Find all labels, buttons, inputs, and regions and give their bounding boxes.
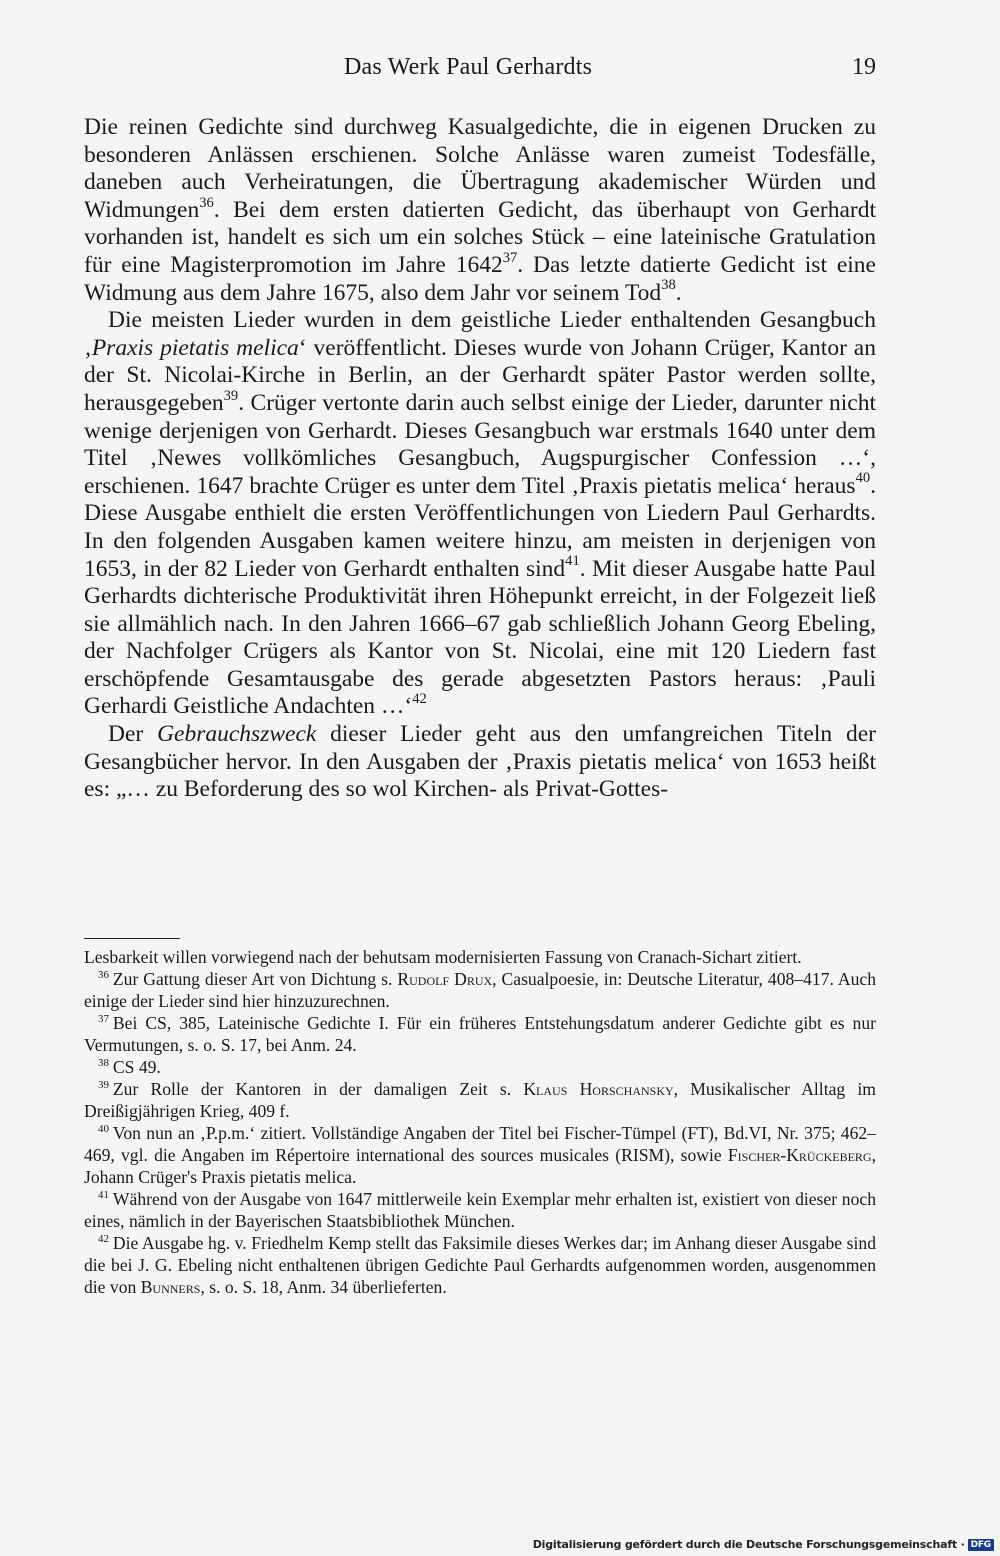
footnote-41 [84, 1188, 876, 1232]
footnote-37 [84, 1012, 876, 1056]
footnote-ref: 40 [855, 470, 871, 487]
text-run: . Crüger vertonte darin auch selbst einige der Lieder, darunter nicht wenige derjenigen von Gerhardt. Dieses Gesangbuch war erstmals 1640 unter dem Titel ‚Newes vollkömliches Gesangbuch, Augspurgischer Confession …‘, erschienen. 1647 brachte Crüger es unter dem Titel ‚Praxis pietatis melica‘ heraus [84, 389, 876, 499]
text-run: Die Ausgabe hg. v. Friedhelm Kemp stellt das Faksimile dieses Werkes dar; im Anhang dieser Ausgabe sind die bei J. G. Ebeling nicht enthaltenen übrigen Gedichte Paul Gerhardts aufgenommen worden, ausgenommen die von [84, 1233, 876, 1297]
italic-title: Praxis pietatis melica [91, 334, 299, 361]
text-run: , Johann Crüger's Praxis pietatis melica. [84, 1145, 876, 1187]
footnote-ref: 39 [223, 387, 239, 404]
footnote-number: 42 [98, 1233, 109, 1246]
footnote-number: 38 [98, 1057, 109, 1070]
paragraph-1 [84, 114, 876, 307]
footnote-36 [84, 968, 876, 1012]
footnote-42 [84, 1232, 876, 1298]
text-run: CS 49. [112, 1057, 161, 1077]
footnote-38 [84, 1056, 876, 1078]
text-run: Die meisten Lieder wurden in dem geistliche Lieder enthaltenden Gesangbuch ‚ [84, 307, 876, 361]
text-run: Die reinen Gedichte sind durchweg Kasualgedichte, die in eigenen Drucken zu besonderen Anlässen erschienen. Solche Anlässe waren zumeist Todesfälle, daneben auch Verheiratungen, die Übertragung akademischer Würden und Widmungen [84, 114, 876, 223]
text-run: Bei CS, 385, Lateinische Gedichte I. Für ein früheres Entstehungsdatum anderer Gedichte gibt es nur Vermutungen, s. o. S. 17, bei Anm. 24. [84, 1013, 876, 1055]
text-run: . [675, 279, 682, 306]
sponsor-text: Digitalisierung gefördert durch die Deutsche Forschungsgemeinschaft · [532, 1538, 965, 1551]
text-run: . Bei dem ersten datierten Gedicht, das überhaupt von Gerhardt vorhanden ist, handelt es sich um ein solches Stück – eine lateinische Gratulation für eine Magisterpromotion im Jahre 1642 [84, 196, 876, 278]
text-run: . Das letzte datierte Gedicht ist eine Widmung aus dem Jahre 1675, also dem Jahr vor seinem Tod [84, 251, 876, 306]
sponsor-notice [533, 1538, 994, 1551]
footnote-number: 37 [98, 1013, 109, 1026]
text-run: dieser Lieder geht aus den umfangreichen Titeln der Gesangbücher hervor. In den Ausgaben der ‚Praxis pietatis melica‘ von 1653 heißt es: „… zu Beforderung des so wol Kirchen- als Privat-Gottes- [84, 721, 876, 803]
footnotes [84, 946, 876, 1298]
author-name: Bunners [140, 1277, 201, 1297]
footnote-ref: 36 [199, 194, 214, 211]
page-number: 19 [852, 54, 876, 80]
text-run: , s. o. S. 18, Anm. 34 überlieferten. [200, 1277, 447, 1297]
footnote-ref: 41 [565, 553, 580, 570]
text-run: Während von der Ausgabe von 1647 mittlerweile kein Exemplar mehr erhalten ist, existiert von dieser noch eines, nämlich in der Bayerischen Staatsbibliothek München. [84, 1189, 876, 1231]
footnote-40 [84, 1122, 876, 1188]
footnote-number: 39 [98, 1079, 109, 1092]
footnote-39 [84, 1078, 876, 1122]
main-text [84, 114, 876, 804]
text-run: . Diese Ausgabe enthielt die ersten Veröffentlichungen von Liedern Paul Gerhardts. In den folgenden Ausgaben kamen weitere hinzu, am meisten in derjenigen von 1653, in der 82 Lieder von Gerhardt enthalten sind [84, 472, 876, 582]
footnote-ref: 37 [502, 249, 518, 266]
footnote-ref: 42 [412, 691, 427, 708]
paragraph-3 [84, 721, 876, 804]
dfg-logo: DFG [968, 1539, 994, 1551]
author-name: Rudolf Drux [397, 969, 493, 989]
page-header [84, 54, 876, 88]
author-name: Fischer-Krückeberg [727, 1145, 872, 1165]
text-run: Von nun an ‚P.p.m.‘ zitiert. Vollständige Angaben der Titel bei Fischer-Tümpel (FT), Bd.VI, Nr. 375; 462–469, vgl. die Angaben im Répertoire international des sources musicales (RISM), sowie [84, 1123, 876, 1165]
text-run: , Musikalischer Alltag im Dreißigjährigen Krieg, 409 f. [84, 1079, 876, 1121]
footnote-number: 40 [98, 1123, 109, 1136]
footnote-continuation: Lesbarkeit willen vorwiegend nach der behutsam modernisierten Fassung von Cranach-Sichart zitiert. [84, 947, 802, 967]
italic-term: Gebrauchszweck [157, 721, 317, 748]
footnote-ref: 38 [661, 277, 676, 294]
text-run: Zur Rolle der Kantoren in der damaligen Zeit s. [112, 1079, 524, 1099]
footnote-number: 36 [98, 969, 109, 982]
text-run: ‘ veröffentlicht. Dieses wurde von Johann Crüger, Kantor an der St. Nicolai-Kirche in Berlin, an der Gerhardt später Pastor werden sollte, herausgegeben [84, 334, 876, 416]
text-run: Zur Gattung dieser Art von Dichtung s. [112, 969, 398, 989]
footnote-number: 41 [98, 1189, 109, 1202]
author-name: Klaus Horschansky [523, 1079, 674, 1099]
footnote-divider [84, 938, 180, 939]
text-run: . Mit dieser Ausgabe hatte Paul Gerhardts dichterische Produktivität ihren Höhepunkt erreicht, in der Folgezeit ließ sie allmählich nach. In den Jahren 1666–67 gab schließlich Johann Georg Ebeling, der Nachfolger Crügers als Kantor von St. Nicolai, eine mit 120 Liedern fast erschöpfende Gesamtausgabe des gerade abgesetzten Pastors heraus: ‚Pauli Gerhardi Geistliche Andachten …‘ [84, 555, 876, 720]
running-head: Das Werk Paul Gerhardts [344, 54, 593, 80]
text-run: Der [108, 721, 158, 748]
paragraph-2 [84, 307, 876, 721]
text-run: , Casualpoesie, in: Deutsche Literatur, 408–417. Auch einige der Lieder sind hier hinzuzurechnen. [84, 969, 876, 1011]
